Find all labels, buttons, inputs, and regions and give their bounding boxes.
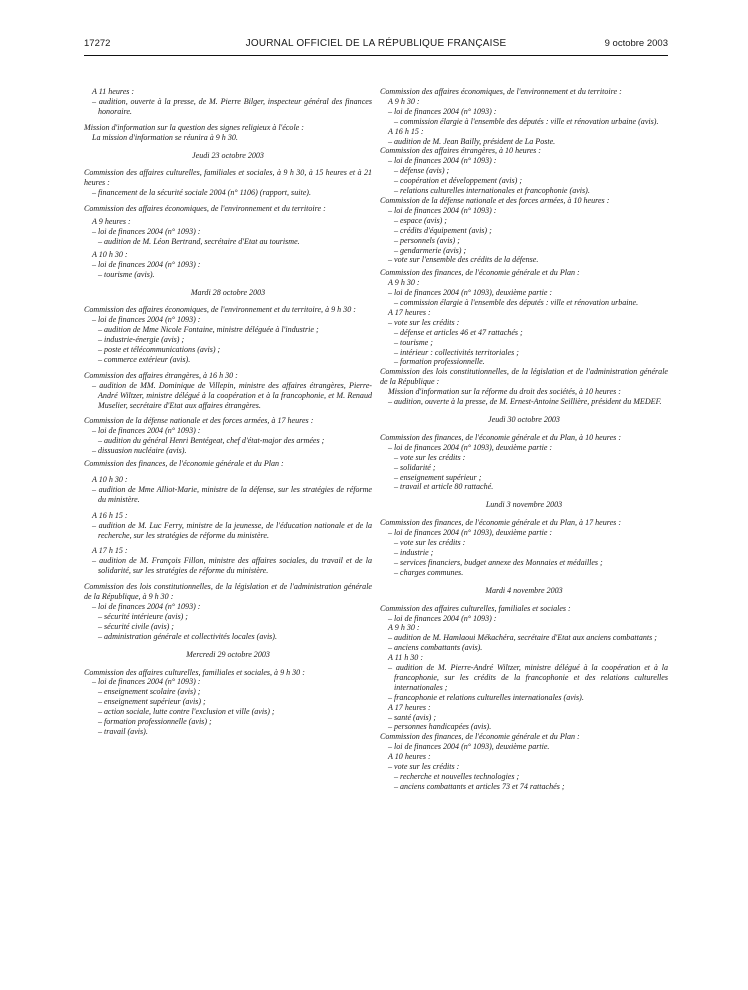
- agenda-item: – loi de finances 2004 (n° 1093) :: [388, 613, 497, 623]
- agenda-item: A 10 h 30 :: [92, 475, 128, 484]
- agenda-item: – loi de finances 2004 (n° 1093), deuxième partie :: [388, 528, 553, 538]
- agenda-item: – loi de finances 2004 (n° 1093) :: [92, 426, 201, 436]
- agenda-item: Commission des affaires économiques, de l'environnement et du territoire, à 9 h 30 :: [84, 305, 356, 315]
- date-heading: Mardi 28 octobre 2003: [190, 287, 266, 297]
- agenda-item: A 9 h 30 :: [388, 278, 420, 288]
- agenda-item: – vote sur les crédits :: [394, 538, 466, 548]
- agenda-item: A 17 heures :: [388, 307, 431, 317]
- agenda-item: Commission de la défense nationale et des forces armées, à 10 heures :: [380, 195, 610, 205]
- agenda-item: – industrie-énergie (avis) ;: [98, 335, 185, 345]
- date-heading: Lundi 3 novembre 2003: [485, 500, 563, 510]
- agenda-item: A 10 heures :: [388, 752, 431, 762]
- agenda-item: – vote sur les crédits :: [388, 762, 460, 772]
- agenda-item: Commission des lois constitutionnelles, de la législation et de l'administration générale de la République, à 9 h 30 :: [84, 582, 372, 602]
- agenda-item: – personnes handicapées (avis).: [388, 722, 492, 732]
- agenda-item: – audition, ouverte à la presse, de M. Pierre Bilger, inspecteur général des finances honoraire.: [92, 96, 372, 116]
- agenda-item: A 17 heures :: [388, 702, 431, 712]
- page-header: [84, 38, 668, 52]
- agenda-item: – coopération et développement (avis) ;: [394, 176, 523, 186]
- agenda-item: – audition de Mme Nicole Fontaine, ministre déléguée à l'industrie ;: [98, 325, 319, 335]
- agenda-item: – services financiers, budget annexe des Monnaies et médailles ;: [394, 557, 603, 567]
- agenda-item: – travail et article 80 rattaché.: [394, 482, 494, 492]
- agenda-item: – loi de finances 2004 (n° 1093) :: [92, 315, 201, 325]
- agenda-item: Commission des affaires économiques, de l'environnement et du territoire :: [380, 87, 622, 96]
- agenda-item: – audition de M. Pierre-André Wiltzer, ministre délégué à la coopération et à la francophonie, sur les crédits de la francophonie et des relations culturelles internationales ;: [388, 663, 668, 692]
- agenda-item: – sécurité civile (avis) ;: [98, 621, 174, 631]
- agenda-item: Commission des lois constitutionnelles, de la législation et de l'administration générale de la République :: [380, 367, 668, 387]
- agenda-item: – audition de M. Léon Bertrand, secrétaire d'Etat au tourisme.: [98, 236, 300, 246]
- agenda-item: – enseignement scolaire (avis) ;: [98, 687, 201, 697]
- agenda-item: – anciens combattants et articles 73 et 74 rattachés ;: [394, 781, 565, 791]
- agenda-item: – travail (avis).: [98, 726, 148, 736]
- agenda-item: Commission des affaires culturelles, familiales et sociales :: [380, 603, 571, 613]
- agenda-item: – loi de finances 2004 (n° 1093) :: [92, 226, 201, 236]
- agenda-item: Commission des affaires culturelles, familiales et sociales, à 9 h 30, à 15 heures et à 21 heures :: [84, 168, 372, 188]
- agenda-item: – audition de M. François Fillon, ministre des affaires sociales, du travail et de la solidarité, sur les stratégies de réforme du ministère.: [92, 556, 372, 576]
- agenda-item: – industrie ;: [394, 547, 434, 557]
- agenda-item: – loi de finances 2004 (n° 1093) :: [388, 106, 497, 116]
- agenda-item: – audition du général Henri Bentégeat, chef d'état-major des armées ;: [98, 436, 325, 446]
- agenda-item: – loi de finances 2004 (n° 1093), deuxième partie :: [388, 288, 553, 298]
- agenda-item: – commission élargie à l'ensemble des députés : ville et rénovation urbaine.: [394, 298, 639, 308]
- agenda-item: A 11 h 30 :: [388, 653, 424, 663]
- agenda-item: – loi de finances 2004 (n° 1093) :: [92, 677, 201, 687]
- agenda-item: A 9 h 30 :: [388, 96, 420, 106]
- agenda-item: A 11 heures :: [92, 87, 135, 96]
- journal-title: JOURNAL OFFICIEL DE LA RÉPUBLIQUE FRANÇAISE: [245, 38, 507, 49]
- agenda-item: – tourisme (avis).: [98, 269, 155, 279]
- agenda-item: – recherche et nouvelles technologies ;: [394, 772, 520, 781]
- agenda-item: – anciens combattants (avis).: [388, 643, 483, 653]
- agenda-item: – commission élargie à l'ensemble des députés : ville et rénovation urbaine (avis).: [394, 116, 659, 126]
- agenda-item: – vote sur les crédits :: [394, 452, 466, 462]
- agenda-item: – audition de MM. Dominique de Villepin, ministre des affaires étrangères, Pierre-André Wiltzer, ministre délégué à la coopération et à la francophonie, et M. Renaud Muselier, secrétaire d'Etat aux affaires étrangères.: [92, 380, 372, 410]
- agenda-item: A 16 h 15 :: [92, 510, 128, 520]
- agenda-item: – gendarmerie (avis) ;: [394, 245, 467, 255]
- agenda-item: – financement de la sécurité sociale 2004 (n° 1106) (rapport, suite).: [92, 188, 311, 198]
- agenda-item: Commission des finances, de l'économie générale et du Plan :: [84, 459, 284, 469]
- agenda-item: – sécurité intérieure (avis) ;: [98, 611, 188, 621]
- agenda-item: La mission d'information se réunira à 9 h 30.: [92, 132, 238, 142]
- agenda-item: – loi de finances 2004 (n° 1093) :: [92, 601, 201, 611]
- agenda-item: – loi de finances 2004 (n° 1093) :: [388, 205, 497, 215]
- agenda-item: A 17 h 15 :: [92, 546, 128, 556]
- date-heading: Mercredi 29 octobre 2003: [186, 649, 270, 659]
- agenda-item: – intérieur : collectivités territoriales ;: [394, 347, 519, 357]
- agenda-item: Commission des finances, de l'économie générale et du Plan, à 10 heures :: [380, 432, 621, 442]
- agenda-item: – loi de finances 2004 (n° 1093), deuxième partie.: [388, 742, 550, 752]
- agenda-item: – audition, ouverte à la presse, de M. Ernest-Antoine Seillière, président du MEDEF.: [388, 397, 662, 407]
- agenda-item: Commission des finances, de l'économie générale et du Plan :: [380, 268, 580, 278]
- agenda-item: – administration générale et collectivités locales (avis).: [98, 631, 278, 641]
- date-heading: Jeudi 23 octobre 2003: [192, 150, 264, 160]
- agenda-item: – enseignement supérieur ;: [394, 472, 482, 482]
- agenda-item: A 10 h 30 :: [92, 249, 128, 259]
- agenda-item: – solidarité ;: [394, 462, 436, 472]
- agenda-item: – vote sur les crédits :: [388, 317, 460, 327]
- agenda-item: – poste et télécommunications (avis) ;: [98, 345, 221, 355]
- agenda-item: – personnels (avis) ;: [394, 235, 460, 245]
- agenda-item: Commission des affaires étrangères, à 16 h 30 :: [84, 370, 238, 380]
- agenda-item: – francophonie et relations culturelles internationales (avis).: [388, 692, 584, 702]
- agenda-item: – espace (avis) ;: [394, 215, 447, 225]
- agenda-item: – défense et articles 46 et 47 rattachés ;: [394, 327, 523, 337]
- agenda-item: – crédits d'équipement (avis) ;: [394, 225, 492, 235]
- agenda-item: – défense (avis) ;: [394, 166, 450, 176]
- agenda-item: – audition de M. Luc Ferry, ministre de la jeunesse, de l'éducation nationale et de la recherche, sur les stratégies de réforme du ministère.: [92, 520, 372, 540]
- agenda-item: – commerce extérieur (avis).: [98, 354, 191, 364]
- agenda-item: – action sociale, lutte contre l'exclusion et ville (avis) ;: [98, 707, 275, 717]
- agenda-item: – loi de finances 2004 (n° 1093), deuxième partie :: [388, 442, 553, 452]
- right-column: [380, 87, 668, 792]
- agenda-item: Commission des affaires culturelles, familiales et sociales, à 9 h 30 :: [84, 667, 305, 677]
- agenda-item: – vote sur l'ensemble des crédits de la défense.: [388, 255, 539, 265]
- issue-date: 9 octobre 2003: [604, 38, 668, 49]
- agenda-item: Commission de la défense nationale et des forces armées, à 17 heures :: [84, 416, 314, 426]
- agenda-item: – audition de Mme Alliot-Marie, ministre de la défense, sur les stratégies de réforme du ministère.: [92, 484, 372, 504]
- agenda-item: – audition de M. Jean Bailly, président de La Poste.: [388, 136, 556, 146]
- agenda-item: – enseignement supérieur (avis) ;: [98, 697, 206, 707]
- agenda-item: A 16 h 15 :: [388, 126, 424, 136]
- agenda-item: – formation professionnelle (avis) ;: [98, 717, 212, 727]
- agenda-item: – charges communes.: [394, 567, 464, 577]
- agenda-item: – loi de finances 2004 (n° 1093) :: [388, 156, 497, 166]
- date-heading: Mardi 4 novembre 2003: [485, 585, 563, 595]
- agenda-item: A 9 h 30 :: [388, 623, 420, 633]
- agenda-item: – dissuasion nucléaire (avis).: [92, 446, 187, 456]
- agenda-item: Commission des affaires économiques, de l'environnement et du territoire :: [84, 204, 326, 214]
- date-heading: Jeudi 30 octobre 2003: [488, 415, 560, 424]
- agenda-item: – formation professionnelle.: [394, 357, 485, 367]
- page-number: 17272: [84, 38, 111, 49]
- agenda-item: A 9 heures :: [92, 217, 131, 227]
- left-column: [84, 87, 372, 737]
- agenda-item: Mission d'information sur la réforme du droit des sociétés, à 10 heures :: [388, 387, 621, 397]
- agenda-item: – loi de finances 2004 (n° 1093) :: [92, 259, 201, 269]
- agenda-item: – audition de M. Hamlaoui Mékachéra, secrétaire d'Etat aux anciens combattants ;: [388, 633, 657, 643]
- agenda-item: – santé (avis) ;: [388, 712, 437, 722]
- agenda-item: Commission des affaires étrangères, à 10 heures :: [380, 146, 541, 156]
- header-rule: [84, 55, 668, 56]
- agenda-item: Commission des finances, de l'économie générale et du Plan :: [380, 732, 580, 742]
- agenda-item: Mission d'information sur la question des signes religieux à l'école :: [84, 122, 304, 132]
- agenda-item: – tourisme ;: [394, 337, 433, 347]
- agenda-item: Commission des finances, de l'économie générale et du Plan, à 17 heures :: [380, 518, 621, 528]
- agenda-item: – relations culturelles internationales et francophonie (avis).: [394, 186, 590, 196]
